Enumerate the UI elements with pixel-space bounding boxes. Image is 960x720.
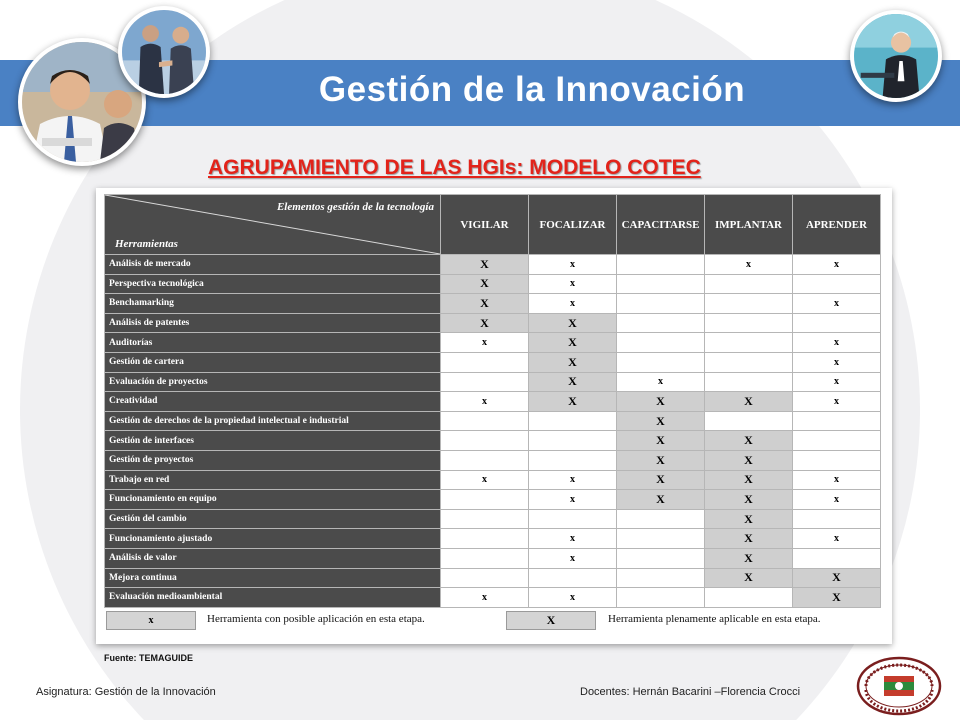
table-row <box>105 450 881 470</box>
matrix-cell-capacitarse <box>617 568 705 588</box>
matrix-cell-focalizar: X <box>529 372 617 392</box>
matrix-cell-capacitarse <box>617 529 705 549</box>
matrix-cell-capacitarse <box>617 352 705 372</box>
matrix-cell-implantar <box>705 588 793 608</box>
matrix-cell-capacitarse: X <box>617 450 705 470</box>
matrix-cell-vigilar <box>441 411 529 431</box>
matrix-cell-focalizar: x <box>529 294 617 314</box>
matrix-cell-focalizar: x <box>529 588 617 608</box>
matrix-cell-implantar <box>705 411 793 431</box>
matrix-cell-implantar: X <box>705 392 793 412</box>
table-row <box>105 509 881 529</box>
table-row <box>105 294 881 314</box>
table-row <box>105 470 881 490</box>
matrix-cell-vigilar <box>441 372 529 392</box>
university-seal-logo <box>856 656 942 716</box>
table-row <box>105 313 881 333</box>
tool-label: Trabajo en red <box>105 470 441 490</box>
table-row <box>105 529 881 549</box>
matrix-cell-focalizar <box>529 450 617 470</box>
man-at-desk-photo <box>850 10 942 102</box>
matrix-cell-capacitarse: X <box>617 411 705 431</box>
legend-text-full: Herramienta plenamente aplicable en esta etapa. <box>608 613 821 625</box>
legend-symbol-full: X <box>506 611 596 630</box>
corner-top-label: Elementos gestión de la tecnología <box>276 201 434 213</box>
matrix-cell-aprender: x <box>793 372 881 392</box>
source-note: Fuente: TEMAGUIDE <box>104 653 193 663</box>
matrix-cell-capacitarse: X <box>617 431 705 451</box>
table-row <box>105 490 881 510</box>
matrix-cell-aprender <box>793 431 881 451</box>
tool-label: Evaluación de proyectos <box>105 372 441 392</box>
matrix-cell-aprender <box>793 450 881 470</box>
matrix-cell-vigilar <box>441 352 529 372</box>
matrix-cell-vigilar: x <box>441 470 529 490</box>
matrix-cell-aprender: x <box>793 529 881 549</box>
matrix-cell-implantar: x <box>705 255 793 275</box>
tool-label: Gestión de cartera <box>105 352 441 372</box>
matrix-cell-implantar: X <box>705 548 793 568</box>
tool-label: Análisis de mercado <box>105 255 441 275</box>
tool-label: Benchamarking <box>105 294 441 314</box>
matrix-cell-focalizar: x <box>529 490 617 510</box>
matrix-cell-focalizar <box>529 568 617 588</box>
matrix-cell-aprender: x <box>793 294 881 314</box>
matrix-cell-focalizar: x <box>529 529 617 549</box>
tool-label: Análisis de valor <box>105 548 441 568</box>
matrix-cell-capacitarse <box>617 333 705 353</box>
tool-label: Mejora continua <box>105 568 441 588</box>
matrix-cell-vigilar: X <box>441 274 529 294</box>
matrix-cell-implantar: X <box>705 509 793 529</box>
legend-symbol-possible: x <box>106 611 196 630</box>
matrix-cell-capacitarse: X <box>617 392 705 412</box>
footer-course: Asignatura: Gestión de la Innovación <box>36 686 216 698</box>
table-row <box>105 255 881 275</box>
table-row <box>105 568 881 588</box>
matrix-cell-aprender <box>793 548 881 568</box>
handshake-photo <box>118 6 210 98</box>
matrix-cell-focalizar: x <box>529 255 617 275</box>
footer-teachers: Docentes: Hernán Bacarini –Florencia Crocci <box>580 686 801 698</box>
matrix-cell-focalizar <box>529 509 617 529</box>
column-header-implantar: IMPLANTAR <box>705 195 793 255</box>
cotec-matrix <box>104 194 881 608</box>
matrix-cell-aprender: x <box>793 392 881 412</box>
tool-label: Funcionamiento en equipo <box>105 490 441 510</box>
column-header-focalizar: FOCALIZAR <box>529 195 617 255</box>
slide-subtitle: AGRUPAMIENTO DE LAS HGIs: MODELO COTEC <box>208 156 701 179</box>
tool-label: Gestión de derechos de la propiedad intelectual e industrial <box>105 411 441 431</box>
column-header-vigilar: VIGILAR <box>441 195 529 255</box>
matrix-cell-focalizar: X <box>529 392 617 412</box>
matrix-cell-capacitarse: X <box>617 470 705 490</box>
tool-label: Gestión del cambio <box>105 509 441 529</box>
matrix-cell-implantar: X <box>705 568 793 588</box>
column-header-aprender: APRENDER <box>793 195 881 255</box>
matrix-cell-aprender <box>793 313 881 333</box>
matrix-cell-implantar: X <box>705 470 793 490</box>
tool-label: Perspectiva tecnológica <box>105 274 441 294</box>
matrix-cell-implantar: X <box>705 529 793 549</box>
matrix-cell-aprender: x <box>793 470 881 490</box>
matrix-cell-focalizar: x <box>529 470 617 490</box>
matrix-cell-implantar <box>705 372 793 392</box>
matrix-cell-capacitarse <box>617 509 705 529</box>
matrix-cell-focalizar <box>529 431 617 451</box>
matrix-cell-aprender <box>793 411 881 431</box>
matrix-cell-implantar <box>705 313 793 333</box>
matrix-cell-capacitarse <box>617 294 705 314</box>
table-row <box>105 333 881 353</box>
matrix-cell-vigilar: x <box>441 588 529 608</box>
table-row <box>105 431 881 451</box>
slide-title: Gestión de la Innovación <box>318 70 746 109</box>
matrix-cell-aprender <box>793 274 881 294</box>
matrix-cell-implantar <box>705 274 793 294</box>
tool-label: Funcionamiento ajustado <box>105 529 441 549</box>
matrix-cell-focalizar: X <box>529 313 617 333</box>
table-row <box>105 411 881 431</box>
matrix-cell-aprender: X <box>793 568 881 588</box>
header-row <box>105 195 881 255</box>
matrix-cell-implantar: X <box>705 490 793 510</box>
matrix-cell-aprender: X <box>793 588 881 608</box>
matrix-cell-focalizar: x <box>529 548 617 568</box>
legend-text-possible: Herramienta con posible aplicación en esta etapa. <box>207 613 425 625</box>
matrix-cell-vigilar <box>441 509 529 529</box>
tool-label: Evaluación medioambiental <box>105 588 441 608</box>
matrix-cell-implantar <box>705 352 793 372</box>
matrix-cell-capacitarse <box>617 255 705 275</box>
matrix-cell-vigilar <box>441 450 529 470</box>
matrix-cell-aprender <box>793 509 881 529</box>
table-row <box>105 274 881 294</box>
matrix-cell-vigilar <box>441 490 529 510</box>
matrix-cell-vigilar <box>441 529 529 549</box>
matrix-cell-aprender: x <box>793 333 881 353</box>
table-row <box>105 372 881 392</box>
matrix-cell-vigilar: x <box>441 333 529 353</box>
matrix-cell-capacitarse <box>617 274 705 294</box>
column-header-capacitarse: CAPACITARSE <box>617 195 705 255</box>
matrix-cell-aprender: x <box>793 255 881 275</box>
matrix-cell-implantar: X <box>705 431 793 451</box>
table-row <box>105 548 881 568</box>
matrix-cell-focalizar: x <box>529 274 617 294</box>
matrix-cell-capacitarse: x <box>617 372 705 392</box>
matrix-cell-capacitarse: X <box>617 490 705 510</box>
matrix-body <box>105 255 881 608</box>
tool-label: Gestión de interfaces <box>105 431 441 451</box>
matrix-cell-capacitarse <box>617 313 705 333</box>
matrix-cell-capacitarse <box>617 548 705 568</box>
matrix-cell-capacitarse <box>617 588 705 608</box>
tool-label: Gestión de proyectos <box>105 450 441 470</box>
matrix-cell-vigilar <box>441 548 529 568</box>
matrix-cell-vigilar: X <box>441 255 529 275</box>
matrix-cell-focalizar: X <box>529 333 617 353</box>
matrix-cell-focalizar <box>529 411 617 431</box>
matrix-cell-vigilar: x <box>441 392 529 412</box>
matrix-cell-vigilar: X <box>441 294 529 314</box>
matrix-cell-vigilar: X <box>441 313 529 333</box>
matrix-cell-vigilar <box>441 568 529 588</box>
matrix-cell-vigilar <box>441 431 529 451</box>
tool-label: Análisis de patentes <box>105 313 441 333</box>
table-row <box>105 588 881 608</box>
table-row <box>105 392 881 412</box>
table-row <box>105 352 881 372</box>
matrix-cell-aprender: x <box>793 352 881 372</box>
tool-label: Creatividad <box>105 392 441 412</box>
matrix-cell-focalizar: X <box>529 352 617 372</box>
matrix-cell-implantar <box>705 333 793 353</box>
matrix-cell-implantar: X <box>705 450 793 470</box>
corner-header <box>105 195 441 255</box>
corner-bottom-label: Herramientas <box>115 238 178 250</box>
matrix-cell-aprender: x <box>793 490 881 510</box>
matrix-cell-implantar <box>705 294 793 314</box>
tool-label: Auditorías <box>105 333 441 353</box>
